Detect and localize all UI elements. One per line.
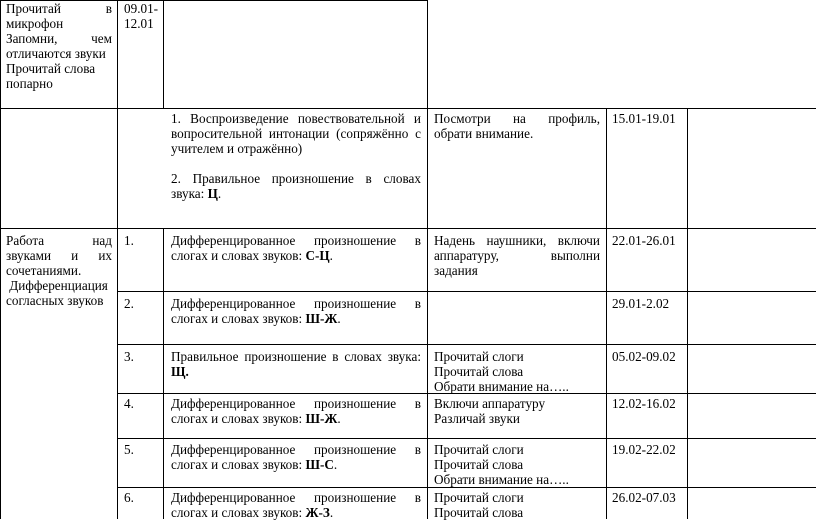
row-content <box>171 490 421 520</box>
note-line: аппаратуру, выполни <box>434 248 600 263</box>
content-line: слогах и словах звуков: Ш-Ж. <box>171 411 341 426</box>
row-line-1 <box>0 108 816 109</box>
row1-content <box>171 111 421 201</box>
row-number: 4. <box>124 396 134 411</box>
note-line: Различай звуки <box>434 411 520 426</box>
row-line-2 <box>0 228 816 229</box>
row-line-7 <box>117 487 816 488</box>
content-line: звука: Ц. <box>171 186 222 201</box>
row-line-4 <box>117 344 816 345</box>
row-content <box>171 442 421 472</box>
note-line: Прочитай слоги <box>434 349 524 364</box>
row-date: 22.01-26.01 <box>612 233 676 248</box>
row-content <box>171 396 421 426</box>
content-line: вопросительной интонации (сопряжённо с <box>171 126 421 141</box>
instruction-line: Прочитай в <box>6 1 112 16</box>
row-note <box>434 349 600 394</box>
content-line: Щ. <box>171 364 189 379</box>
content-line: Дифференцированное произношение в <box>171 296 421 311</box>
note-line: Прочитай слова <box>434 364 524 379</box>
section-title <box>6 233 112 308</box>
col-divider-5 <box>687 109 688 519</box>
row-note <box>434 233 600 278</box>
content-line: слогах и словах звуков: Ш-Ж. <box>171 311 341 326</box>
row-content <box>171 233 421 263</box>
row1-date: 15.01-19.01 <box>612 111 676 126</box>
note-line: Включи аппаратуру <box>434 396 546 411</box>
note-line: Обрати внимание на….. <box>434 379 569 394</box>
row-number: 3. <box>124 349 134 364</box>
content-line: 1. Воспроизведение повествовательной и <box>171 111 421 126</box>
content-line: 2. Правильное произношение в словах <box>171 171 421 186</box>
row-date: 29.01-2.02 <box>612 296 670 311</box>
col-divider-3 <box>427 0 428 519</box>
note-line: Обрати внимание на….. <box>434 472 569 487</box>
row-note <box>434 396 600 426</box>
content-line: учителем и отражённо) <box>171 141 303 156</box>
note-line: Прочитай слова <box>434 457 524 472</box>
section-line: Дифференциация <box>6 278 108 293</box>
instruction-line: попарно <box>6 76 53 91</box>
col-divider-4 <box>606 109 607 519</box>
note-line: Прочитай слова <box>434 505 524 520</box>
row-number: 6. <box>124 490 134 505</box>
note-line: Прочитай слоги <box>434 442 524 457</box>
col-divider-2 <box>163 0 164 109</box>
row-date: 12.02-16.02 <box>612 396 676 411</box>
content-line: Правильное произношение в словах звука: <box>171 349 421 364</box>
section-line: звуками и их <box>6 248 112 263</box>
section-line: сочетаниями. <box>6 263 82 278</box>
content-line: Дифференцированное произношение в <box>171 233 421 248</box>
content-line: слогах и словах звуков: С-Ц. <box>171 248 333 263</box>
row-date: 05.02-09.02 <box>612 349 676 364</box>
content-line: слогах и словах звуков: Ш-С. <box>171 457 338 472</box>
note-line: Надень наушники, включи <box>434 233 600 248</box>
content-line: Дифференцированное произношение в <box>171 396 421 411</box>
section-line: согласных звуков <box>6 293 104 308</box>
table-border-left <box>0 0 1 519</box>
instruction-line: микрофон <box>6 16 64 31</box>
row-content <box>171 349 421 379</box>
note-line: Посмотри на профиль, <box>434 111 600 126</box>
row-date: 26.02-07.03 <box>612 490 676 505</box>
col-divider-1 <box>117 0 118 519</box>
row1-note <box>434 111 600 141</box>
instruction-line: Прочитай слова <box>6 61 96 76</box>
row-number: 5. <box>124 442 134 457</box>
content-line: Дифференцированное произношение в <box>171 442 421 457</box>
row-note <box>434 442 600 487</box>
instruction-line: отличаются звуки <box>6 46 106 61</box>
row0-date: 09.01- 12.01 <box>124 1 159 31</box>
row-date: 19.02-22.02 <box>612 442 676 457</box>
row-content <box>171 296 421 326</box>
col-divider-2b <box>163 229 164 519</box>
instruction-line: Запомни, чем <box>6 31 112 46</box>
content-line: Дифференцированное произношение в <box>171 490 421 505</box>
row-line-3 <box>117 291 816 292</box>
section-line: Работа над <box>6 233 112 248</box>
note-line: обрати внимание. <box>434 126 534 141</box>
row0-instructions <box>6 1 112 91</box>
note-line: Прочитай слоги <box>434 490 524 505</box>
row-note <box>434 490 600 520</box>
row-number: 2. <box>124 296 134 311</box>
content-line: слогах и словах звуков: Ж-З. <box>171 505 334 520</box>
row-number: 1. <box>124 233 134 248</box>
row-line-6 <box>117 438 816 439</box>
note-line: задания <box>434 263 478 278</box>
